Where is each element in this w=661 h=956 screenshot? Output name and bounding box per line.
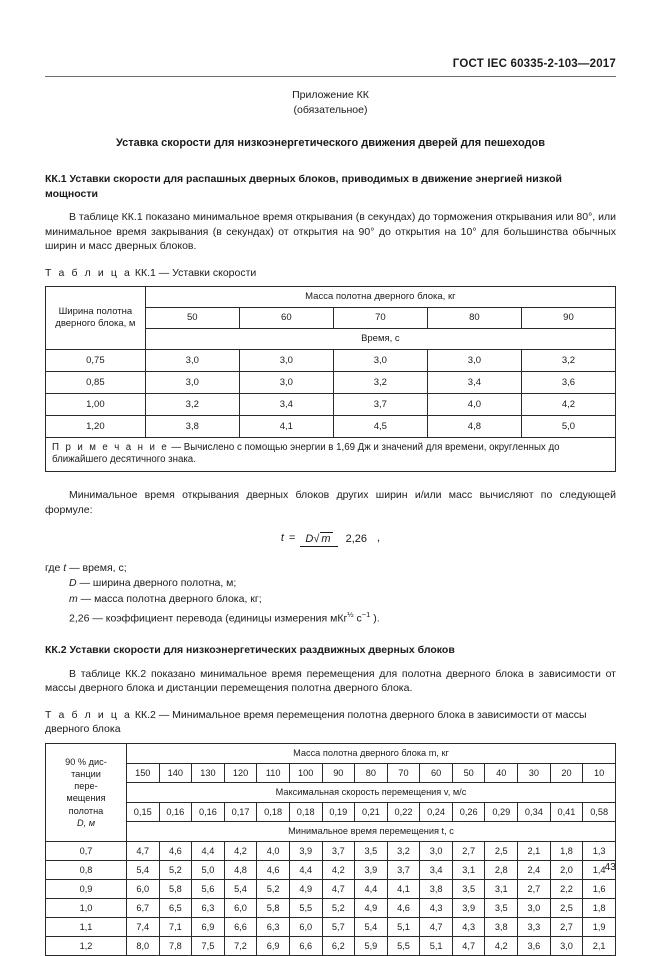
formula-trailing-comma: , [377, 532, 381, 545]
table2-col-header: 50 [452, 763, 485, 782]
table2-caption-word: Т а б л и ц а [45, 708, 132, 721]
table2-cell: 5,6 [192, 879, 225, 898]
table1-cell: 3,2 [145, 394, 239, 416]
table2-speed-cell: 0,58 [583, 802, 616, 821]
table2-col-header: 10 [583, 763, 616, 782]
annex-status: (обязательное) [293, 104, 368, 116]
formula-time-equation [45, 532, 616, 545]
table2-col-header: 90 [322, 763, 355, 782]
radical-icon: √ [313, 532, 320, 545]
table-row [46, 394, 616, 416]
definition-row [45, 561, 616, 577]
definition-text: — время, с; [66, 561, 127, 574]
table-row [46, 917, 616, 936]
clause-kk1-paragraph: В таблице КК.1 показано минимальное время открывания (в секундах) до торможения открывания или 80°, или минимальное время закрывания (в секундах) от открытия на 90° до открытия на 10° для большинства обычных ширин и масс дверных блоков. [45, 211, 616, 253]
table2-cell: 3,2 [387, 841, 420, 860]
table2-header-row-1 [46, 743, 616, 763]
table2-row-distance: 1,1 [46, 917, 127, 936]
formula-intro-paragraph: Минимальное время открывания дверных блоков других ширин и/или масс вычисляют по следующей формуле: [45, 489, 616, 516]
table2-row-distance: 1,0 [46, 898, 127, 917]
table2-cell: 4,4 [355, 879, 388, 898]
stub-line: мещения [66, 793, 106, 804]
stub-line: D, м [76, 817, 95, 828]
table2-cell: 4,9 [355, 898, 388, 917]
definition-text: — масса полотна дверного блока, кг; [77, 592, 262, 605]
table2-col-header: 150 [126, 763, 159, 782]
table2-speed-cell: 0,17 [224, 802, 257, 821]
table2-cell: 5,4 [126, 860, 159, 879]
table2-cell: 3,3 [518, 917, 551, 936]
table2-cell: 2,8 [485, 860, 518, 879]
table2-col-header: 70 [387, 763, 420, 782]
table2-cell: 4,1 [387, 879, 420, 898]
table1-row-width: 1,00 [46, 394, 146, 416]
table2-header-row-4 [46, 821, 616, 841]
table2-cell: 7,1 [159, 917, 192, 936]
table2-col-header: 30 [518, 763, 551, 782]
table2-mass-span-header: Масса полотна дверного блока m, кг [126, 743, 615, 763]
table2-cell: 5,2 [257, 879, 290, 898]
table-row [46, 841, 616, 860]
table2-col-header: 20 [550, 763, 583, 782]
table1-cell: 5,0 [521, 416, 615, 438]
table2-cell: 3,0 [518, 898, 551, 917]
table-row [46, 936, 616, 955]
formula-denominator: 2,26 [345, 532, 368, 545]
table1-col-header: 80 [427, 308, 521, 329]
table2-cell: 4,7 [322, 879, 355, 898]
table-row [46, 372, 616, 394]
table1-cell: 4,1 [239, 416, 333, 438]
table2-cell: 6,5 [159, 898, 192, 917]
stub-line: 90 % дис- [65, 756, 107, 767]
table2-cell: 6,6 [224, 917, 257, 936]
table1-cell: 3,8 [145, 416, 239, 438]
table2-cell: 4,3 [452, 917, 485, 936]
table1-col-header: 90 [521, 308, 615, 329]
definition-superscript-1: ½ [347, 610, 354, 620]
definition-row [45, 576, 616, 592]
table1-mass-span-header: Масса полотна дверного блока, кг [145, 287, 615, 308]
definition-row [45, 592, 616, 608]
definition-tail: ). [370, 612, 380, 625]
table2-cell: 3,1 [485, 879, 518, 898]
table2-speed-cell: 0,29 [485, 802, 518, 821]
definition-superscript-2: −1 [361, 610, 371, 620]
table2-col-header: 110 [257, 763, 290, 782]
table2-cell: 2,2 [550, 879, 583, 898]
page-number: 43 [604, 861, 616, 873]
table2-speed-cell: 0,26 [452, 802, 485, 821]
table2-cell: 3,4 [420, 860, 453, 879]
table2-cell: 3,7 [387, 860, 420, 879]
definition-text: — коэффициент перевода (единицы измерения мКг [89, 612, 348, 625]
definition-symbol: m [69, 592, 78, 605]
table2-col-header: 130 [192, 763, 225, 782]
table2-speed-cell: 0,16 [192, 802, 225, 821]
table2-speed-cell: 0,19 [322, 802, 355, 821]
table1-cell: 4,5 [333, 416, 427, 438]
table2-cell: 4,6 [387, 898, 420, 917]
table1-row-width: 1,20 [46, 416, 146, 438]
table2-cell: 2,7 [518, 879, 551, 898]
table1-cell: 3,6 [521, 372, 615, 394]
formula-numerator-D: D [305, 532, 314, 545]
table2-cell: 4,6 [257, 860, 290, 879]
table2-cell: 6,3 [192, 898, 225, 917]
table2-cell: 5,4 [355, 917, 388, 936]
table-row [46, 860, 616, 879]
table1-stub-header: Ширина полотна дверного блока, м [46, 287, 146, 350]
table2-cell: 7,4 [126, 917, 159, 936]
table2-cell: 1,6 [583, 879, 616, 898]
table2-cell: 4,4 [192, 841, 225, 860]
table2-cell: 2,1 [518, 841, 551, 860]
clause-kk1-heading: КК.1 Уставки скорости для распашных дверных блоков, приводимых в движение энергией низкой мощности [45, 173, 562, 200]
table2-cell: 4,7 [452, 936, 485, 955]
table2-speed-cell: 0,18 [289, 802, 322, 821]
table1-cell: 3,0 [239, 350, 333, 372]
table2-cell: 4,4 [289, 860, 322, 879]
table2-speed-cell: 0,18 [257, 802, 290, 821]
table1-note [46, 438, 616, 472]
header-divider [45, 76, 616, 77]
stub-line: пере- [74, 781, 98, 792]
annex-title: Уставка скорости для низкоэнергетического движения дверей для пешеходов [115, 137, 546, 149]
table-row [46, 416, 616, 438]
table2-cell: 1,8 [583, 898, 616, 917]
table1-caption-rest: КК.1 — Уставки скорости [134, 266, 257, 279]
where-intro: где [45, 561, 61, 574]
table2-header-row-2 [46, 763, 616, 782]
table2-col-header: 40 [485, 763, 518, 782]
table2-cell: 5,2 [159, 860, 192, 879]
table1-header-row-1 [46, 287, 616, 308]
table2-cell: 2,5 [550, 898, 583, 917]
table1-cell: 3,0 [145, 350, 239, 372]
table2-col-header: 80 [355, 763, 388, 782]
annex-label: Приложение КК [292, 89, 369, 101]
table2-cell: 5,8 [159, 879, 192, 898]
table1-row-width: 0,75 [46, 350, 146, 372]
definition-symbol: t [63, 561, 67, 574]
table2-cell: 8,0 [126, 936, 159, 955]
formula-equals: = [288, 532, 296, 545]
table2-cell: 4,6 [159, 841, 192, 860]
table2-cell: 3,9 [355, 860, 388, 879]
table2-stub-header [46, 743, 127, 841]
table1-note-label: П р и м е ч а н и е [52, 442, 169, 454]
table2-speed-cell: 0,22 [387, 802, 420, 821]
table2-speed-cell: 0,41 [550, 802, 583, 821]
table1-row-width: 0,85 [46, 372, 146, 394]
definition-symbol: 2,26 [69, 612, 90, 625]
table2-cell: 3,9 [289, 841, 322, 860]
table2-cell: 5,9 [355, 936, 388, 955]
table1-cell: 3,0 [145, 372, 239, 394]
table1-cell: 3,4 [427, 372, 521, 394]
table2-cell: 5,7 [322, 917, 355, 936]
definition-text: — ширина дверного полотна, м; [76, 577, 237, 590]
table2-cell: 4,2 [224, 841, 257, 860]
formula-radicand: m [321, 532, 331, 545]
table2-cell: 5,0 [192, 860, 225, 879]
page-content [45, 88, 616, 956]
table2-cell: 6,3 [257, 917, 290, 936]
table2-cell: 6,7 [126, 898, 159, 917]
table2-cell: 7,2 [224, 936, 257, 955]
table1-cell: 3,2 [521, 350, 615, 372]
formula-fraction [300, 532, 372, 545]
table2-col-header: 60 [420, 763, 453, 782]
table2-speed-cell: 0,15 [126, 802, 159, 821]
table-kk1 [45, 286, 616, 472]
table2-cell: 3,9 [452, 898, 485, 917]
table1-col-header: 50 [145, 308, 239, 329]
table2-cell: 4,3 [420, 898, 453, 917]
table2-cell: 6,0 [224, 898, 257, 917]
table2-speed-cell: 0,21 [355, 802, 388, 821]
table2-cell: 4,2 [322, 860, 355, 879]
table1-cell: 3,0 [239, 372, 333, 394]
running-header-standard-id: ГОСТ IEC 60335-2-103—2017 [452, 58, 616, 70]
table2-cell: 3,5 [452, 879, 485, 898]
table2-cell: 2,4 [518, 860, 551, 879]
table2-cell: 1,4 [583, 860, 616, 879]
table2-speed-cell: 0,16 [159, 802, 192, 821]
table2-cell: 3,6 [518, 936, 551, 955]
table1-cell: 3,4 [239, 394, 333, 416]
definition-symbol: D [69, 577, 77, 590]
table2-speed-band: Максимальная скорость перемещения v, м/с [126, 782, 615, 802]
table1-note-row [46, 438, 616, 472]
table2-speed-cell: 0,24 [420, 802, 453, 821]
table2-cell: 2,0 [550, 860, 583, 879]
table2-cell: 6,9 [257, 936, 290, 955]
formula-lhs: t [280, 532, 284, 545]
table2-cell: 3,0 [550, 936, 583, 955]
table2-cell: 5,5 [387, 936, 420, 955]
table1-col-header: 70 [333, 308, 427, 329]
table2-cell: 4,8 [224, 860, 257, 879]
table2-cell: 3,1 [452, 860, 485, 879]
table1-col-header: 60 [239, 308, 333, 329]
table2-cell: 1,8 [550, 841, 583, 860]
table2-cell: 2,1 [583, 936, 616, 955]
table2-caption-rest: КК.2 — Минимальное время перемещения полотна дверного блока в зависимости от массы дверного блока [45, 708, 587, 736]
table2-cell: 4,7 [126, 841, 159, 860]
table2-row-distance: 0,8 [46, 860, 127, 879]
table1-cell: 4,2 [521, 394, 615, 416]
clause-kk2-paragraph: В таблице КК.2 показано минимальное время перемещения для полотна дверного блока в зависимости от массы дверного блока и дистанции перемещения полотна дверного блока. [45, 667, 616, 695]
table2-cell: 5,1 [420, 936, 453, 955]
table1-caption-word: Т а б л и ц а [45, 266, 132, 279]
table2-cell: 3,8 [420, 879, 453, 898]
table2-cell: 3,5 [485, 898, 518, 917]
table2-cell: 1,9 [583, 917, 616, 936]
table1-time-band: Время, с [145, 329, 615, 350]
table2-col-header: 140 [159, 763, 192, 782]
table2-cell: 4,9 [289, 879, 322, 898]
definition-mid: с [353, 612, 362, 625]
stub-line: танции [71, 769, 101, 780]
table2-cell: 7,8 [159, 936, 192, 955]
table-row [46, 350, 616, 372]
definition-row [45, 607, 616, 627]
table-row [46, 898, 616, 917]
table2-cell: 5,4 [224, 879, 257, 898]
table2-cell: 2,7 [550, 917, 583, 936]
table2-cell: 5,5 [289, 898, 322, 917]
table2-cell: 6,2 [322, 936, 355, 955]
table2-cell: 5,2 [322, 898, 355, 917]
table2-row-distance: 0,9 [46, 879, 127, 898]
table2-row-distance: 0,7 [46, 841, 127, 860]
table2-speed-row [46, 802, 616, 821]
table2-cell: 4,7 [420, 917, 453, 936]
table2-cell: 1,3 [583, 841, 616, 860]
table2-cell: 6,0 [126, 879, 159, 898]
formula-definitions [45, 561, 616, 628]
table2-cell: 7,5 [192, 936, 225, 955]
stub-line: полотна [68, 805, 104, 816]
table2-cell: 6,0 [289, 917, 322, 936]
table2-cell: 4,0 [257, 841, 290, 860]
table-row [46, 879, 616, 898]
table-kk2 [45, 743, 616, 956]
table2-cell: 5,1 [387, 917, 420, 936]
table2-row-distance: 1,2 [46, 936, 127, 955]
table1-cell: 3,7 [333, 394, 427, 416]
table1-cell: 3,0 [427, 350, 521, 372]
table2-cell: 6,9 [192, 917, 225, 936]
table2-cell: 6,6 [289, 936, 322, 955]
table2-cell: 3,7 [322, 841, 355, 860]
table2-cell: 4,2 [485, 936, 518, 955]
table1-cell: 4,8 [427, 416, 521, 438]
formula-numerator [300, 533, 337, 547]
table2-col-header: 100 [289, 763, 322, 782]
table2-caption [45, 708, 616, 737]
table2-cell: 2,5 [485, 841, 518, 860]
table2-cell: 3,5 [355, 841, 388, 860]
table1-note-text: — Вычислено с помощью энергии в 1,69 Дж и значений для времени, округленных до ближайшего десятичного знака. [52, 442, 560, 466]
table2-header-row-3 [46, 782, 616, 802]
table1-cell: 3,2 [333, 372, 427, 394]
table2-col-header: 120 [224, 763, 257, 782]
table2-cell: 5,8 [257, 898, 290, 917]
table1-cell: 3,0 [333, 350, 427, 372]
table2-speed-cell: 0,34 [518, 802, 551, 821]
clause-kk2-heading: КК.2 Уставки скорости для низкоэнергетических раздвижных дверных блоков [45, 644, 455, 657]
table2-cell: 3,0 [420, 841, 453, 860]
table2-cell: 2,7 [452, 841, 485, 860]
table1-cell: 4,0 [427, 394, 521, 416]
table1-caption [45, 266, 616, 281]
table2-cell: 3,8 [485, 917, 518, 936]
table2-time-band: Минимальное время перемещения t, с [126, 821, 615, 841]
